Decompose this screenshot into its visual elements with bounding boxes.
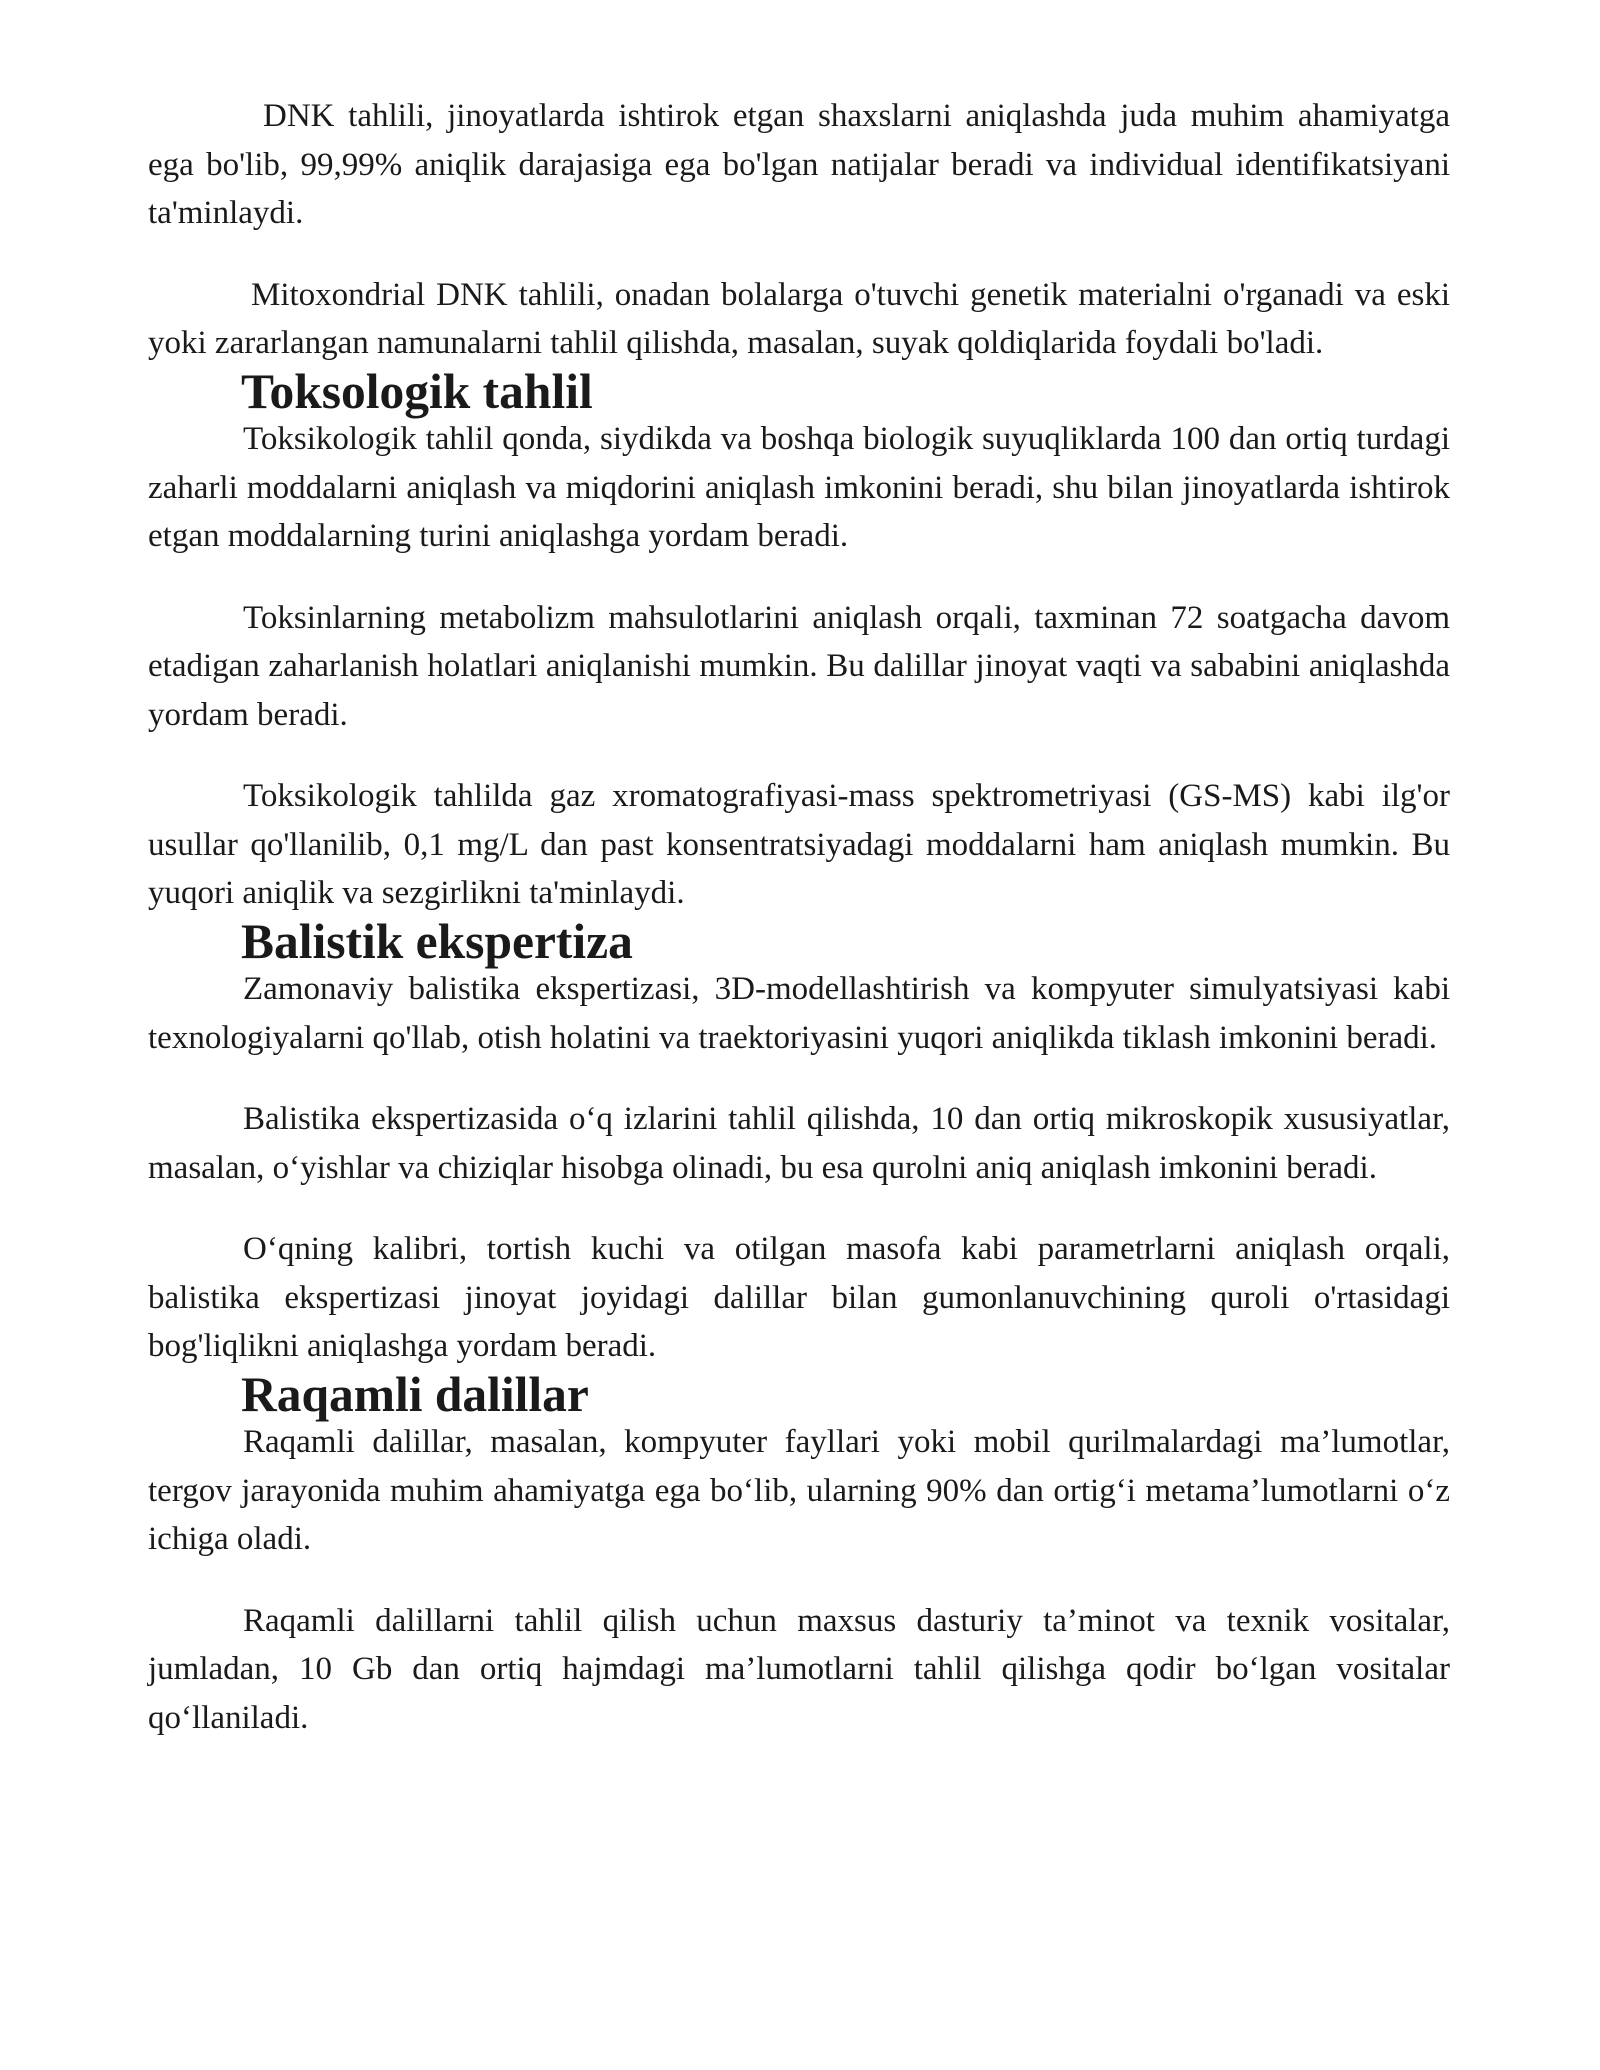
heading-raqamli: Raqamli dalillar: [241, 1366, 589, 1422]
paragraph-balistik-3: O‘qning kalibri, tortish kuchi va otilgan masofa kabi parametrlarni aniqlash orqali, balistika ekspertizasi jinoyat joyidagi dalillar bilan gumonlanuvchining quroli o'rtasidagi bog'liqlikni aniqlashga yordam beradi.: [148, 1231, 1450, 1364]
paragraph-balistik-1: Zamonaviy balistika ekspertizasi, 3D-modellashtirish va kompyuter simulyatsiyasi kabi texnologiyalarni qo'llab, otish holatini va traektoriyasini yuqori aniqlikda tiklash imkonini beradi.: [148, 971, 1450, 1056]
paragraph-raqamli-2: Raqamli dalillarni tahlil qilish uchun maxsus dasturiy ta’minot va texnik vositalar, jumladan, 10 Gb dan ortiq hajmdagi ma’lumotlarni tahlil qilishga qodir bo‘lgan vositalar qo‘llaniladi.: [148, 1602, 1450, 1736]
paragraph-mitochondrial-dnk: Mitoxondrial DNK tahlili, onadan bolalarga o'tuvchi genetik materialni o'rganadi va eski yoki zararlangan namunalarni tahlil qilishda, masalan, suyak qoldiqlarida foydali bo'ladi.: [148, 276, 1450, 361]
paragraph-toksologik-1: Toksikologik tahlil qonda, siydikda va boshqa biologik suyuqliklarda 100 dan ortiq turdagi zaharli moddalarni aniqlash va miqdorini aniqlash imkonini beradi, shu bilan jinoyatlarda ishtirok etgan moddalarning turini aniqlashga yordam beradi.: [148, 421, 1450, 554]
paragraph-toksologik-2: Toksinlarning metabolizm mahsulotlarini aniqlash orqali, taxminan 72 soatgacha davom etadigan zaharlanish holatlari aniqlanishi mumkin. Bu dalillar jinoyat vaqti va sababini aniqlashda yordam beradi.: [148, 599, 1450, 733]
heading-balistik: Balistik ekspertiza: [241, 913, 633, 969]
paragraph-raqamli-1: Raqamli dalillar, masalan, kompyuter fayllari yoki mobil qurilmalardagi ma’lumotlar, tergov jarayonida muhim ahamiyatga ega bo‘lib, ularning 90% dan ortig‘i metama’lumotlarni o‘z ichiga oladi.: [148, 1424, 1450, 1557]
paragraph-dnk: DNK tahlili, jinoyatlarda ishtirok etgan shaxslarni aniqlashda juda muhim ahamiyatga ega bo'lib, 99,99% aniqlik darajasiga ega bo'lgan natijalar beradi va individual identifikatsiyani ta'minlaydi.: [148, 98, 1450, 231]
paragraph-toksologik-3: Toksikologik tahlilda gaz xromatografiyasi-mass spektrometriyasi (GS-MS) kabi ilg'or usullar qo'llanilib, 0,1 mg/L dan past konsentratsiyadagi moddalarni ham aniqlash mumkin. Bu yuqori aniqlik va sezgirlikni ta'minlaydi.: [148, 778, 1450, 911]
heading-toksologik: Toksologik tahlil: [241, 363, 593, 419]
paragraph-balistik-2: Balistika ekspertizasida o‘q izlarini tahlil qilishda, 10 dan ortiq mikroskopik xususiyatlar, masalan, o‘yishlar va chiziqlar hisobga olinadi, bu esa qurolni aniq aniqlash imkonini beradi.: [148, 1101, 1450, 1186]
document-page: [148, 92, 1450, 1742]
